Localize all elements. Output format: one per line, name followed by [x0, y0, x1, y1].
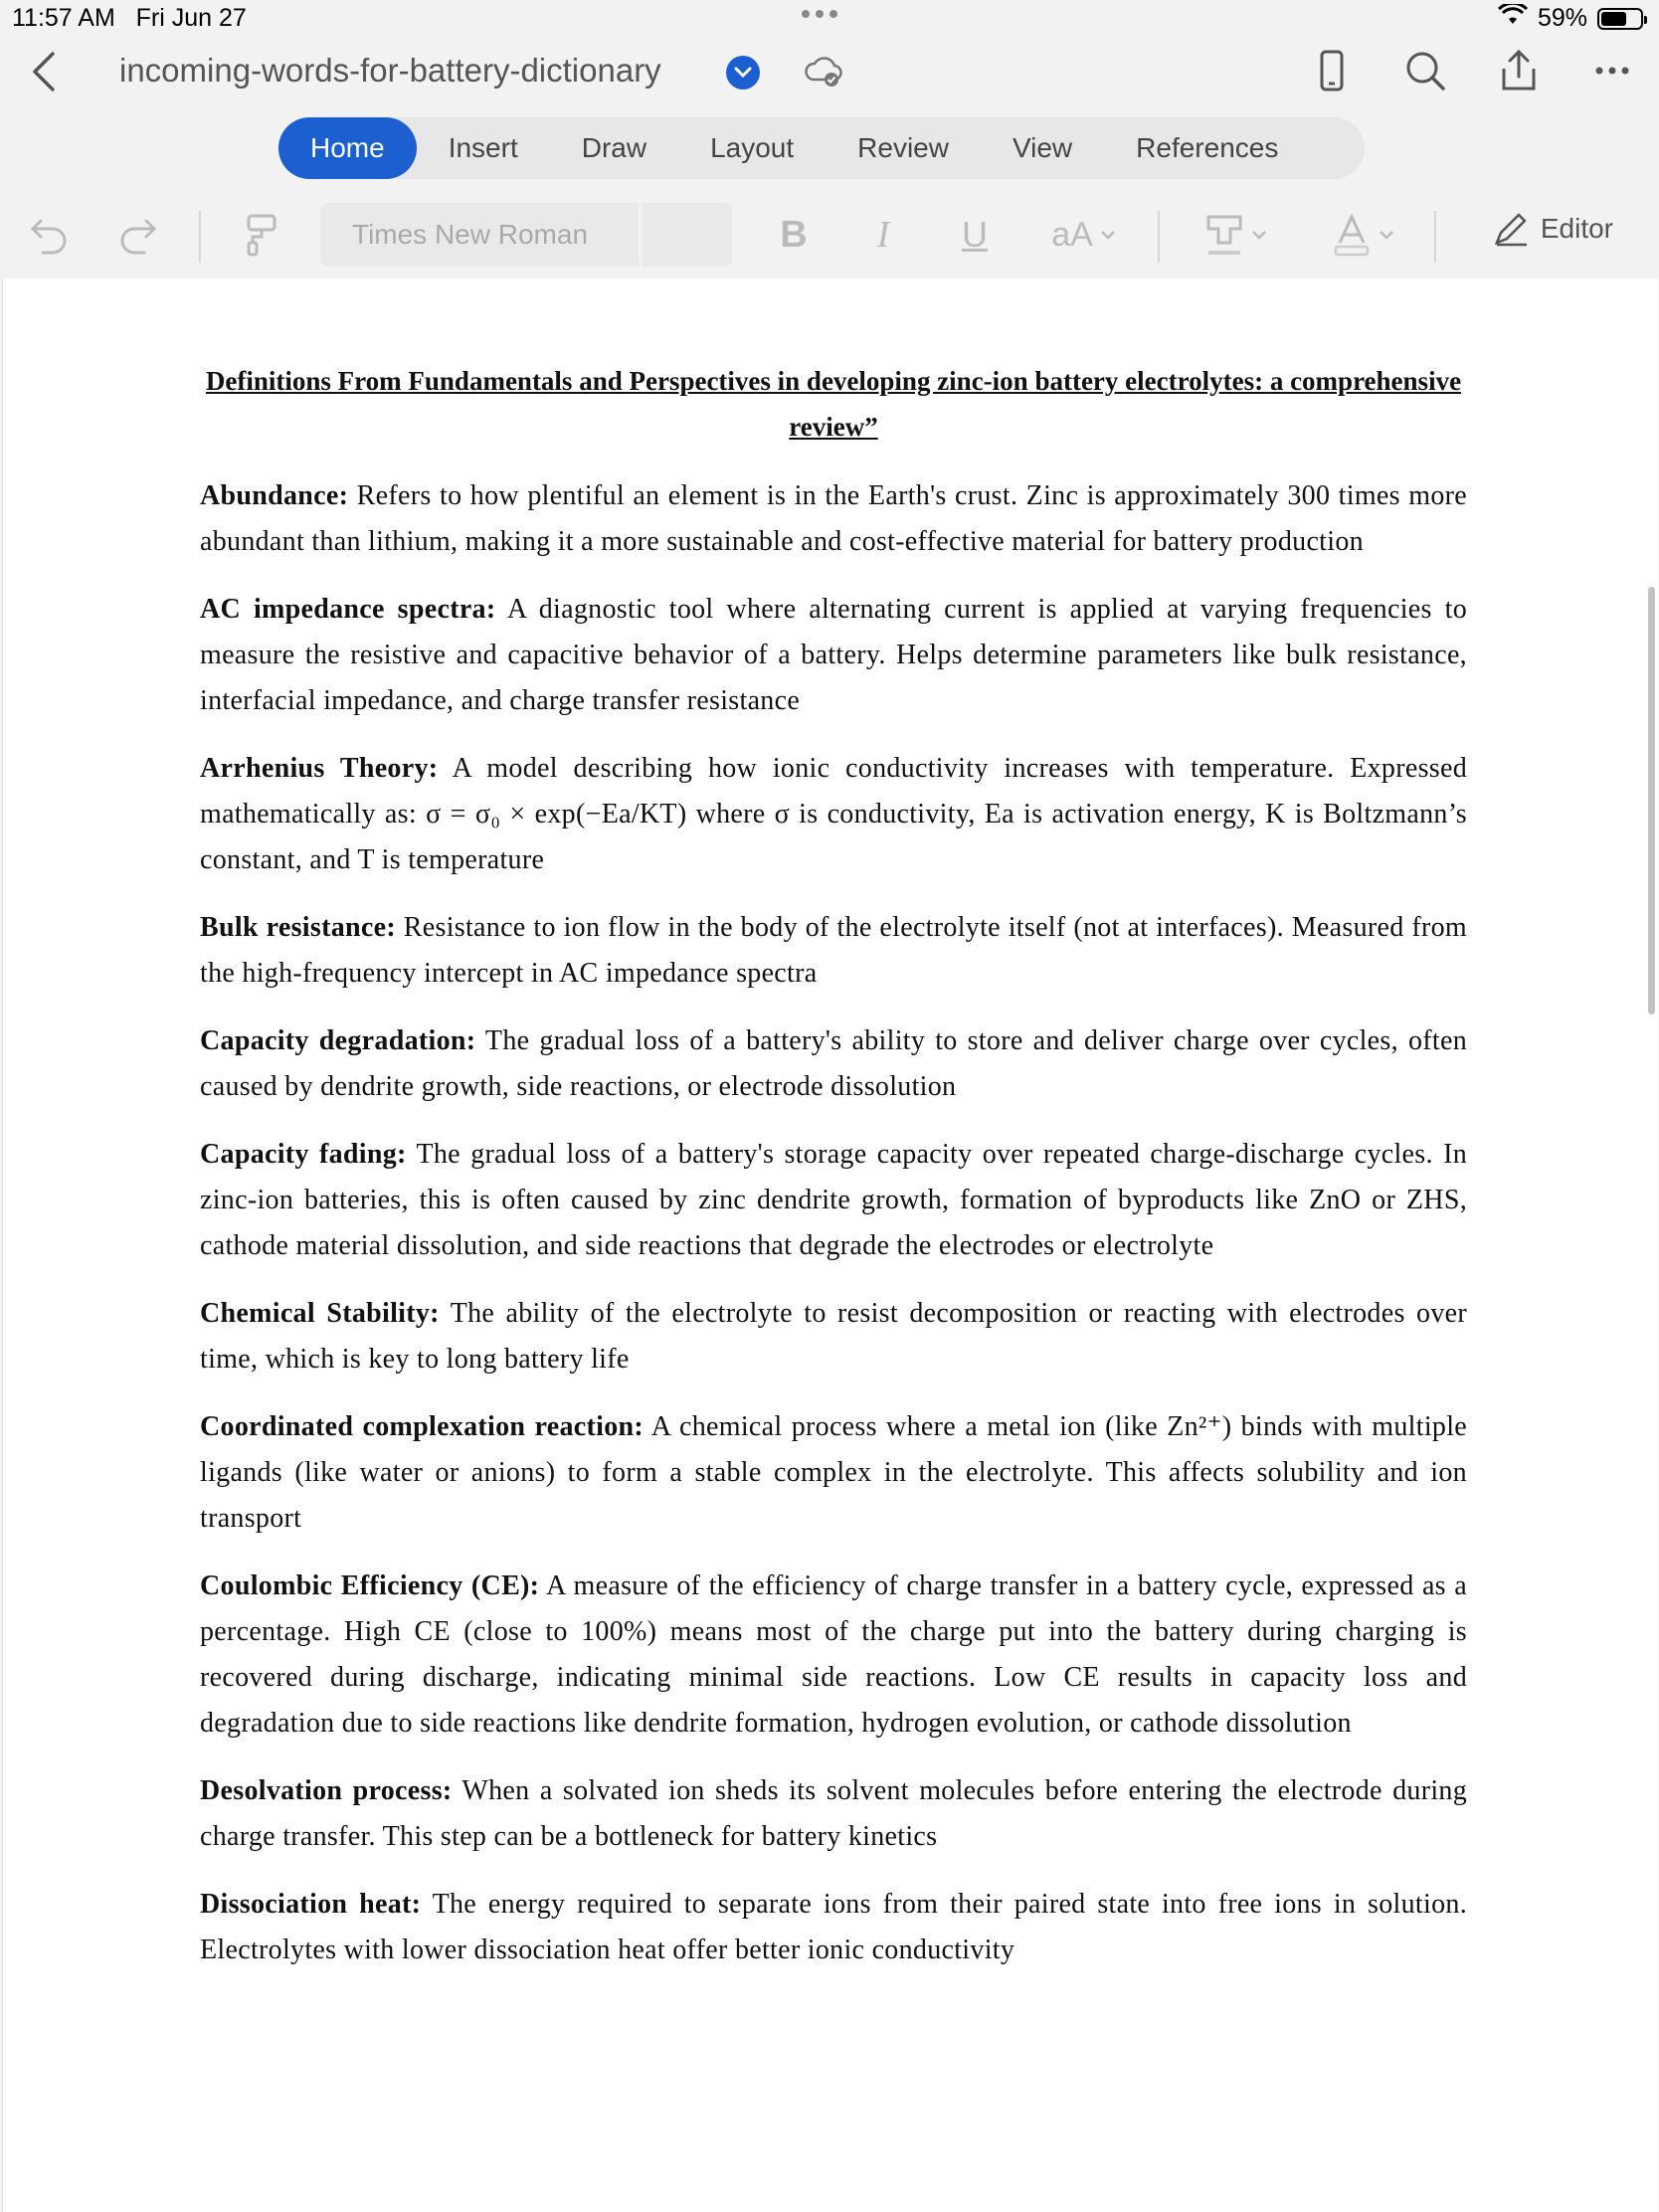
chevron-down-icon: [1378, 229, 1395, 241]
wifi-icon: [1498, 4, 1528, 33]
vertical-scrollbar[interactable]: [1648, 587, 1655, 1014]
definition-entry: [200, 746, 1467, 883]
highlighter-icon: [1204, 213, 1244, 257]
toolbar-divider: [1434, 211, 1436, 263]
font-size-label: aA: [1051, 215, 1093, 254]
status-time: 11:57 AM Fri Jun 27: [12, 4, 247, 32]
status-bar: [0, 0, 1659, 40]
definition-term: Coordinated complexation reaction:: [200, 1411, 645, 1442]
definition-text: The ability of the electrolyte to resist decomposition or reacting with electrodes over time, which is key to long battery life: [200, 1298, 1468, 1375]
definition-text: A chemical process where a metal ion (like Zn²⁺) binds with multiple ligands (like water or anions) to form a stable complex in the electrolyte. This affects solubility and ion transport: [200, 1411, 1467, 1534]
font-size-dropdown[interactable]: [1044, 207, 1124, 263]
tab-layout[interactable]: Layout: [710, 132, 795, 163]
definition-text: A diagnostic tool where alternating current is applied at varying frequencies to measure the resistive and capacitive behavior of a battery. Helps determine parameters like bulk resistance, interfacial impedance, and charge transfer resistance: [200, 594, 1467, 716]
document-title[interactable]: incoming-words-for-battery-dictionary: [119, 52, 661, 89]
italic-button[interactable]: I: [876, 214, 890, 256]
toolbar-divider: [199, 211, 201, 263]
mobile-view-icon[interactable]: [1309, 46, 1355, 95]
title-bar: [0, 40, 1659, 103]
definition-entry: [200, 1132, 1467, 1269]
definition-text: Resistance to ion flow in the body of the electrolyte itself (not at interfaces). Measured from the high-frequency intercept in AC impedance spectra: [200, 912, 1467, 989]
definition-term: Coulombic Efficiency (CE):: [200, 1570, 540, 1601]
tab-insert[interactable]: Insert: [448, 132, 518, 163]
definition-term: AC impedance spectra:: [200, 594, 496, 625]
definition-entry: [200, 587, 1467, 724]
font-color-dropdown[interactable]: [1323, 207, 1404, 263]
definition-entry: [200, 1768, 1467, 1860]
definition-text: The energy required to separate ions from their paired state into free ions in solution. Electrolytes with lower dissociation heat offer better ionic conductivity: [200, 1889, 1467, 1965]
definition-text: A model describing how ionic conductivity increases with temperature. Expressed mathematically as: σ = σ₀ × exp(−Ea/KT) where σ is conductivity, Ea is activation energy, K is Boltzmann’s constant, and T is temperature: [200, 753, 1467, 875]
back-button[interactable]: [22, 48, 66, 95]
definition-term: Capacity degradation:: [200, 1025, 476, 1056]
formatting-toolbar: [0, 195, 1659, 275]
share-icon[interactable]: [1496, 46, 1542, 95]
font-size-field[interactable]: [643, 203, 732, 267]
editor-pen-icon: [1491, 209, 1531, 249]
chevron-down-icon: [1250, 229, 1268, 241]
search-icon[interactable]: [1402, 46, 1448, 95]
multitasking-dots-icon[interactable]: [802, 10, 837, 18]
tab-review[interactable]: Review: [857, 132, 949, 163]
definition-entry: [200, 1882, 1467, 1973]
document-heading: Definitions From Fundamentals and Perspectives in developing zinc-ion battery electrolytes: a comprehensive review”: [205, 366, 1462, 442]
tab-references[interactable]: References: [1136, 132, 1279, 163]
definition-term: Bulk resistance:: [200, 912, 396, 943]
battery-percent: 59%: [1537, 4, 1587, 32]
definition-entry: [200, 1018, 1467, 1110]
document-canvas[interactable]: [0, 278, 1659, 2212]
underline-button[interactable]: U: [962, 214, 988, 255]
ribbon-tabs: [278, 117, 1365, 179]
definition-entry: [200, 1404, 1467, 1542]
redo-icon[interactable]: [113, 207, 163, 263]
document-body[interactable]: [200, 358, 1467, 1995]
font-color-icon: [1332, 213, 1372, 257]
definition-entry: [200, 905, 1467, 997]
bold-button[interactable]: B: [780, 213, 808, 256]
definition-text: Refers to how plentiful an element is in the Earth's crust. Zinc is approximately 300 times more abundant than lithium, making it a more sustainable and cost-effective material for battery production: [200, 480, 1467, 557]
definition-term: Desolvation process:: [200, 1775, 453, 1806]
definition-term: Capacity fading:: [200, 1139, 407, 1170]
tab-view[interactable]: View: [1012, 132, 1073, 163]
tab-home[interactable]: Home: [278, 117, 417, 179]
definition-text: The gradual loss of a battery's storage capacity over repeated charge-discharge cycles. In zinc-ion batteries, this is often caused by zinc dendrite growth, formation of byproducts like ZnO or ZHS, cathode material dissolution, and side reactions that degrade the electrodes or electrolyte: [200, 1139, 1467, 1261]
editor-label: Editor: [1540, 213, 1613, 244]
more-options-icon[interactable]: [1589, 46, 1635, 95]
definition-text: When a solvated ion sheds its solvent molecules before entering the electrode during charge transfer. This step can be a bottleneck for battery kinetics: [200, 1775, 1468, 1852]
definition-term: Chemical Stability:: [200, 1298, 440, 1329]
undo-icon[interactable]: [24, 207, 74, 263]
document-page[interactable]: [2, 278, 1658, 2212]
definition-entry: [200, 473, 1467, 565]
status-right: [1498, 4, 1643, 33]
format-painter-icon[interactable]: [239, 207, 284, 263]
definition-entry: [200, 1291, 1467, 1382]
chevron-down-icon: [1099, 229, 1117, 241]
battery-icon: [1597, 8, 1643, 30]
font-name-field[interactable]: Times New Roman: [320, 203, 639, 267]
chevron-left-icon: [31, 50, 57, 93]
definition-term: Arrhenius Theory:: [200, 753, 439, 784]
toolbar-divider: [1158, 211, 1160, 263]
cloud-sync-icon[interactable]: [804, 54, 843, 94]
tab-draw[interactable]: Draw: [581, 132, 647, 163]
definition-text: A measure of the efficiency of charge transfer in a battery cycle, expressed as a percentage. High CE (close to 100%) means most of the charge put into the battery during charging is recovered during discharge, indicating minimal side reactions. Low CE results in capacity loss and degradation due to side reactions like dendrite formation, hydrogen evolution, or cathode dissolution: [200, 1570, 1467, 1739]
definition-entry: [200, 1564, 1467, 1747]
highlight-dropdown[interactable]: [1196, 207, 1277, 263]
definition-term: Abundance:: [200, 480, 349, 511]
editor-button[interactable]: [1491, 209, 1613, 249]
definition-text: The gradual loss of a battery's ability to store and deliver charge over cycles, often caused by dendrite growth, side reactions, or electrode dissolution: [200, 1025, 1467, 1102]
definition-term: Dissociation heat:: [200, 1889, 422, 1920]
title-dropdown-icon[interactable]: [726, 56, 760, 90]
